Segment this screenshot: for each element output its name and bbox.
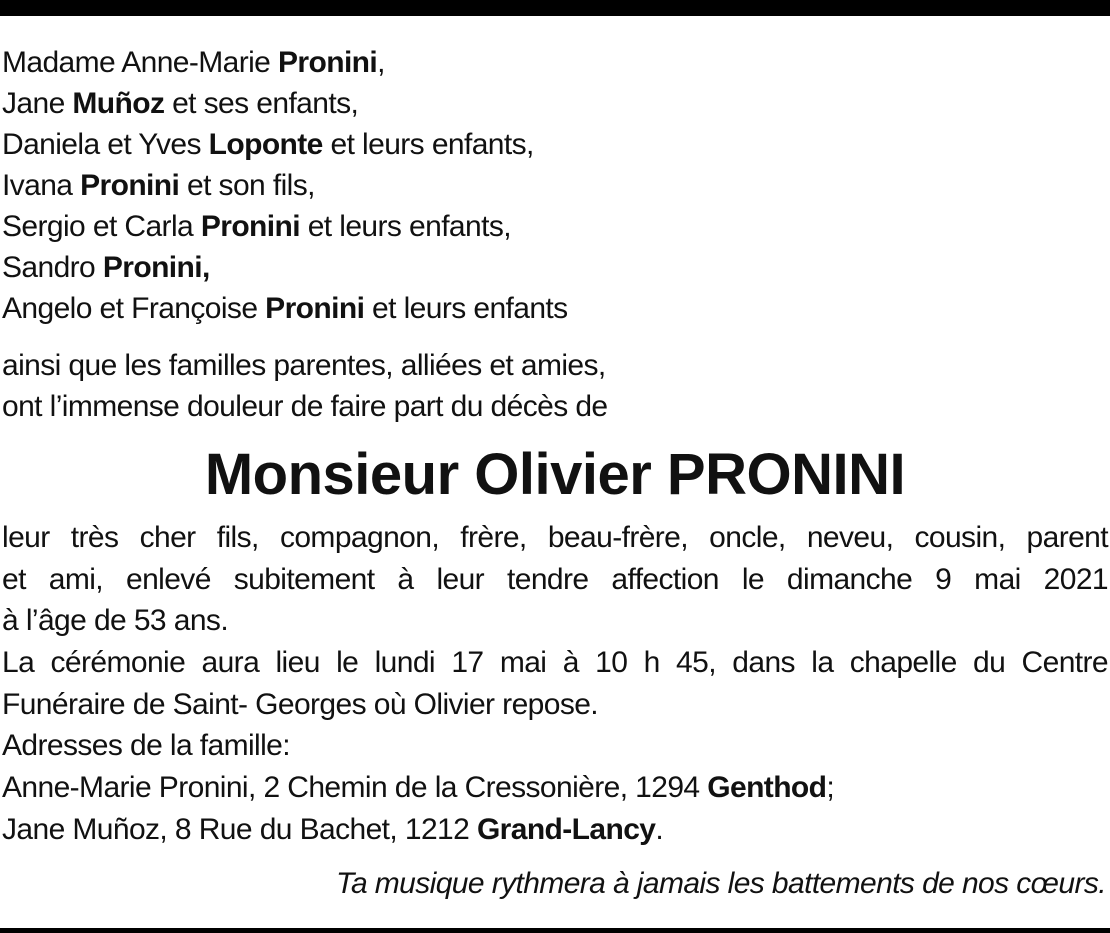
family-surname: Pronini xyxy=(200,210,300,243)
address-line xyxy=(2,767,1108,809)
family-line xyxy=(2,288,568,329)
address-text: Anne-Marie Pronini, 2 Chemin de la Cressonière, 1294 xyxy=(2,771,708,805)
family-line-text: Sergio et Carla xyxy=(2,210,201,243)
body-line: et ami, enlevé subitement à leur tendre affection le dimanche 9 mai 2021 xyxy=(2,562,1108,596)
family-line xyxy=(2,165,568,206)
intro-line: ainsi que les familles parentes, alliées et amies, xyxy=(2,349,606,382)
family-surname: Pronini, xyxy=(102,251,210,284)
family-line-text: Jane xyxy=(2,87,73,120)
family-line-text: et son fils, xyxy=(179,169,315,202)
body-line: Funéraire de Saint- Georges où Olivier repose. xyxy=(2,687,599,721)
family-surname: Pronini xyxy=(265,292,365,325)
family-line-text: et leurs enfants, xyxy=(299,210,511,243)
family-line xyxy=(2,206,568,247)
address-line xyxy=(2,809,1108,851)
family-line xyxy=(2,247,568,288)
deceased-name: Monsieur Olivier PRONINI xyxy=(204,442,906,507)
top-rule xyxy=(0,0,1110,16)
family-line-text: , xyxy=(377,46,385,79)
family-line-text: Angelo et Françoise xyxy=(2,292,266,325)
family-surname: Pronini xyxy=(278,46,378,79)
address-city: Grand-Lancy xyxy=(476,812,656,846)
addresses-heading: Adresses de la famille: xyxy=(2,729,291,763)
intro-line: ont l’immense douleur de faire part du décès de xyxy=(2,390,608,423)
family-line-text: Ivana xyxy=(2,169,81,202)
family-line xyxy=(2,42,568,83)
address-text: . xyxy=(655,812,664,846)
family-line xyxy=(2,83,568,124)
body-line: La cérémonie aura lieu le lundi 17 mai à 10 h 45, dans la chapelle du Centre xyxy=(2,646,1108,680)
address-city: Genthod xyxy=(707,771,827,805)
family-line xyxy=(2,124,568,165)
family-line-text: Daniela et Yves xyxy=(2,128,209,161)
family-line-text: et leurs enfants, xyxy=(322,128,534,161)
family-line-text: Madame Anne-Marie xyxy=(2,46,279,79)
family-surname: Muñoz xyxy=(72,87,165,120)
family-line-text: Sandro xyxy=(2,251,103,284)
closing-quote: Ta musique rythmera à jamais les battements de nos cœurs. xyxy=(335,867,1106,900)
notice-body xyxy=(2,517,1108,851)
family-line-text: et ses enfants, xyxy=(164,87,359,120)
body-line: leur très cher fils, compagnon, frère, beau-frère, oncle, neveu, cousin, parent xyxy=(2,521,1108,554)
intro-text xyxy=(2,345,608,427)
family-surname: Pronini xyxy=(80,169,180,202)
family-list xyxy=(2,42,568,329)
address-text: Jane Muñoz, 8 Rue du Bachet, 1212 xyxy=(2,812,477,846)
body-line: à l’âge de 53 ans. xyxy=(2,604,229,638)
bottom-rule xyxy=(0,928,1110,933)
family-line-text: et leurs enfants xyxy=(364,292,568,325)
family-surname: Loponte xyxy=(208,128,323,161)
address-text: ; xyxy=(826,771,835,805)
